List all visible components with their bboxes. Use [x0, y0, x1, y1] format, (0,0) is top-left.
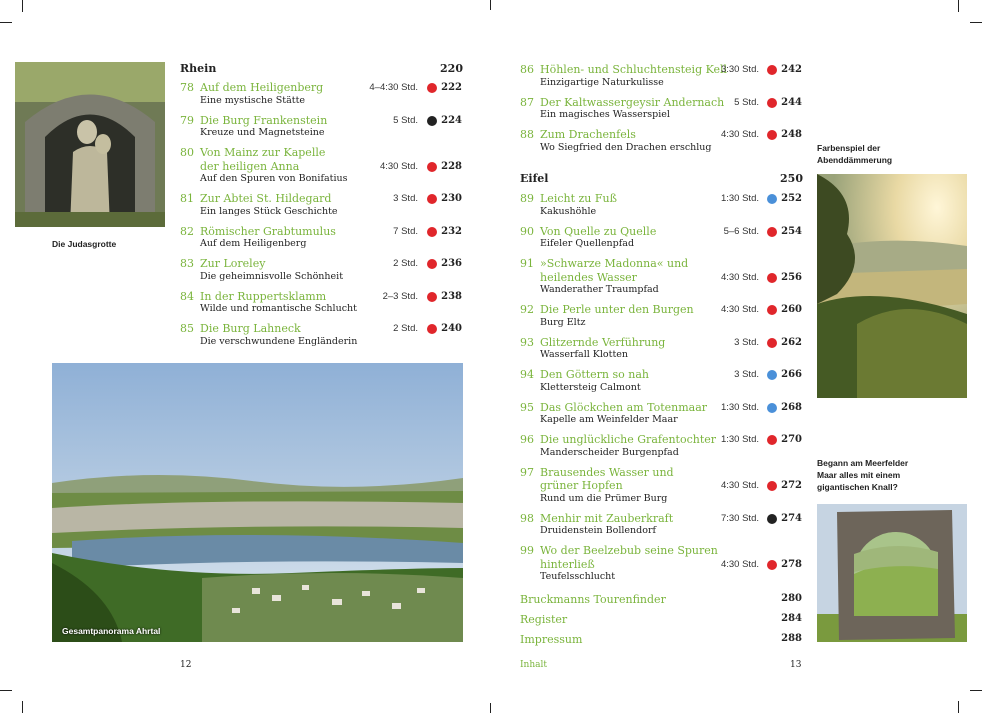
toc-entry[interactable]: [520, 336, 802, 363]
toc-entry[interactable]: [180, 81, 462, 108]
crop-mark: [22, 701, 23, 713]
toc-entry[interactable]: [520, 225, 802, 252]
section-page: 220: [440, 62, 463, 75]
crop-mark: [490, 0, 491, 10]
entry-number: 94: [520, 368, 534, 381]
entry-page: 248: [781, 129, 802, 140]
abenddaemmerung-photo: [817, 174, 967, 398]
page-number-right: 13: [790, 660, 802, 670]
entry-title[interactable]: Leicht zu Fuß: [540, 192, 617, 205]
extra-link[interactable]: [520, 593, 802, 606]
extra-link[interactable]: [520, 613, 802, 626]
extra-label[interactable]: Register: [520, 613, 568, 626]
toc-entry[interactable]: [520, 257, 802, 297]
entry-page: 260: [781, 304, 802, 315]
entry-subtitle: Druidenstein Bollendorf: [540, 525, 657, 536]
toc-entry[interactable]: [520, 63, 802, 90]
entry-page: 230: [441, 193, 462, 204]
entry-number: 78: [180, 81, 194, 94]
entry-subtitle: Eifeler Quellenpfad: [540, 238, 635, 249]
entry-number: 85: [180, 322, 194, 335]
entry-duration: 1:30 Std.: [720, 401, 759, 413]
toc-entry[interactable]: [180, 322, 462, 349]
page-number-left: 12: [180, 660, 192, 670]
entry-duration: 7 Std.: [393, 225, 418, 237]
entry-page: 240: [441, 323, 462, 334]
abenddaemmerung-caption: Farbenspiel der Abenddämmerung: [817, 143, 893, 165]
entry-title[interactable]: Von Quelle zu Quelle: [540, 224, 657, 238]
toc-entry[interactable]: [180, 192, 462, 219]
entry-duration: 4:30 Std.: [720, 304, 759, 315]
entry-duration: 1:30 Std.: [720, 434, 759, 445]
entry-page: 274: [781, 512, 802, 524]
extra-label[interactable]: Impressum: [520, 633, 583, 646]
entry-duration: 4:30 Std.: [720, 480, 759, 491]
entry-page: 252: [781, 193, 802, 204]
entry-subtitle: Wasserfall Klotten: [540, 349, 629, 360]
entry-number: 89: [520, 192, 534, 205]
entry-duration: 3 Std.: [393, 193, 418, 204]
crop-mark: [970, 22, 982, 23]
entry-title[interactable]: Zur Loreley: [200, 257, 266, 270]
entry-duration: 2–3 Std.: [382, 290, 418, 302]
entry-duration: 1:30 Std.: [720, 193, 759, 204]
entry-subtitle: Teufelsschlucht: [540, 571, 616, 582]
entry-duration: 5 Std.: [734, 96, 759, 108]
toc-entry[interactable]: [520, 303, 802, 330]
entry-subtitle: Kreuze und Magnetsteine: [200, 127, 325, 138]
toc-entry[interactable]: [520, 512, 802, 539]
section-title: Rhein: [180, 62, 217, 75]
entry-page: 222: [441, 82, 462, 93]
entry-subtitle: Auf den Spuren von Bonifatius: [200, 173, 348, 184]
entry-subtitle: Kapelle am Weinfelder Maar: [540, 414, 678, 425]
entry-subtitle: Klettersteig Calmont: [540, 381, 641, 393]
entry-title[interactable]: Die Burg Lahneck: [200, 322, 301, 335]
section-page: 250: [780, 172, 803, 185]
crop-mark: [0, 690, 12, 691]
meerfelder-maar-photo: [817, 504, 967, 642]
entry-number: 98: [520, 511, 534, 525]
entry-number: 80: [180, 146, 194, 159]
toc-entry[interactable]: [520, 401, 802, 428]
toc-entry[interactable]: [180, 257, 462, 284]
entry-page: 272: [781, 480, 802, 491]
toc-entry[interactable]: [180, 225, 462, 252]
entry-subtitle: Burg Eltz: [540, 316, 586, 328]
entry-title[interactable]: Brausendes Wasser und grüner Hopfen: [540, 465, 674, 492]
entry-subtitle: Manderscheider Burgenpfad: [540, 446, 679, 458]
toc-entry[interactable]: [520, 96, 802, 123]
entry-subtitle: Auf dem Heiligenberg: [200, 238, 307, 249]
section-head-rhein: [180, 62, 463, 75]
toc-entry[interactable]: [520, 433, 802, 460]
entry-duration: 3:30 Std.: [720, 64, 759, 75]
entry-number: 81: [180, 192, 194, 205]
entry-page: 228: [441, 160, 462, 172]
folio-label: Inhalt: [520, 660, 548, 670]
entry-duration: 2 Std.: [393, 258, 418, 269]
entry-title[interactable]: Höhlen- und Schluchtensteig Kell: [540, 63, 728, 76]
entry-number: 90: [520, 224, 534, 238]
entry-number: 87: [520, 95, 534, 109]
extra-label[interactable]: Bruckmanns Tourenfinder: [520, 593, 666, 606]
entry-title[interactable]: Glitzernde Verführung: [540, 335, 666, 349]
entry-number: 96: [520, 433, 534, 446]
ahrtal-panorama-photo: [52, 363, 463, 642]
entry-page: 236: [441, 258, 462, 269]
entry-page: 242: [781, 64, 802, 75]
entry-number: 93: [520, 335, 534, 349]
entry-title[interactable]: Wo der Beelzebub seine Spuren hinterließ: [540, 544, 718, 571]
entry-duration: 4:30 Std.: [720, 271, 759, 283]
entry-duration: 5–6 Std.: [723, 225, 759, 237]
toc-entry[interactable]: [520, 466, 802, 506]
entry-page: 262: [781, 336, 802, 348]
entry-number: 79: [180, 113, 194, 127]
entry-subtitle: Wo Siegfried den Drachen erschlug: [540, 141, 712, 153]
entry-page: 266: [781, 369, 802, 380]
toc-entry[interactable]: [520, 192, 802, 219]
entry-number: 86: [520, 63, 534, 76]
entry-duration: 4–4:30 Std.: [369, 82, 418, 93]
entry-duration: 5 Std.: [393, 114, 418, 126]
entry-title[interactable]: Menhir mit Zauberkraft: [540, 511, 674, 525]
entry-subtitle: Ein magisches Wasserspiel: [540, 109, 670, 120]
entry-title[interactable]: Die Perle unter den Burgen: [540, 303, 694, 316]
entry-title[interactable]: Den Göttern so nah: [540, 368, 650, 381]
entry-title[interactable]: Zur Abtei St. Hildegard: [200, 192, 332, 205]
entry-number: 84: [180, 289, 194, 303]
toc-entry[interactable]: [520, 368, 802, 395]
section-title: Eifel: [520, 172, 549, 185]
entry-title[interactable]: Die Burg Frankenstein: [200, 113, 328, 127]
entry-title[interactable]: Auf dem Heiligenberg: [200, 81, 324, 94]
entry-number: 97: [520, 465, 534, 479]
entry-duration: 3 Std.: [734, 336, 759, 348]
crop-mark: [22, 0, 23, 12]
entry-title[interactable]: Der Kaltwassergeysir Andernach: [540, 95, 725, 109]
extra-page: 288: [781, 633, 802, 644]
entry-page: 244: [781, 96, 802, 108]
entry-title[interactable]: Das Glöckchen am Totenmaar: [540, 400, 708, 414]
entry-subtitle: Rund um die Prümer Burg: [540, 492, 668, 504]
toc-entry[interactable]: [520, 544, 802, 584]
entry-page: 256: [781, 271, 802, 283]
entry-title[interactable]: In der Ruppertsklamm: [200, 289, 327, 303]
entry-page: 232: [441, 225, 462, 237]
toc-entry[interactable]: [180, 114, 462, 141]
entry-subtitle: Ein langes Stück Geschichte: [200, 205, 338, 217]
judasgrotte-caption: Die Judasgrotte: [52, 239, 117, 249]
entry-number: 91: [520, 257, 534, 270]
section-head-eifel: [520, 172, 803, 185]
crop-mark: [958, 701, 959, 713]
toc-entry[interactable]: [180, 146, 462, 186]
entry-duration: 4:30 Std.: [720, 558, 759, 570]
crop-mark: [970, 690, 982, 691]
extra-page: 280: [781, 593, 802, 604]
entry-subtitle: Wanderather Traumpfad: [540, 284, 659, 295]
entry-duration: 2 Std.: [393, 323, 418, 334]
extra-page: 284: [781, 613, 802, 624]
entry-duration: 4:30 Std.: [720, 129, 759, 140]
crop-mark: [490, 703, 491, 713]
entry-number: 99: [520, 544, 534, 557]
entry-duration: 3 Std.: [734, 369, 759, 380]
entry-page: 238: [441, 290, 462, 302]
crop-mark: [0, 22, 12, 23]
entry-title[interactable]: Zum Drachenfels: [540, 128, 636, 141]
entry-number: 82: [180, 224, 194, 238]
entry-page: 278: [781, 558, 802, 570]
meerfelder-maar-caption: Begann am Meerfelder Maar alles mit einem gigantischen Knall?: [817, 458, 909, 492]
entry-title[interactable]: »Schwarze Madonna« und heilendes Wasser: [540, 257, 689, 284]
crop-mark: [958, 0, 959, 12]
entry-subtitle: Wilde und romantische Schlucht: [200, 303, 357, 314]
toc-entry[interactable]: [180, 290, 462, 317]
entry-page: 254: [781, 225, 802, 237]
entry-subtitle: Eine mystische Stätte: [200, 94, 306, 106]
entry-title[interactable]: Von Mainz zur Kapelle der heiligen Anna: [200, 146, 326, 173]
entry-page: 224: [441, 114, 462, 126]
entry-subtitle: Einzigartige Naturkulisse: [540, 76, 664, 88]
extra-link[interactable]: [520, 633, 802, 646]
entry-subtitle: Die verschwundene Engländerin: [200, 335, 358, 347]
entry-number: 88: [520, 128, 534, 141]
toc-entry[interactable]: [520, 128, 802, 155]
entry-number: 83: [180, 257, 194, 270]
entry-number: 92: [520, 303, 534, 316]
entry-page: 270: [781, 434, 802, 445]
entry-title[interactable]: Römischer Grabtumulus: [200, 224, 336, 238]
entry-duration: 4:30 Std.: [379, 160, 418, 172]
entry-number: 95: [520, 400, 534, 414]
judasgrotte-photo: [15, 62, 165, 227]
entry-title[interactable]: Die unglückliche Grafentochter: [540, 433, 717, 446]
entry-subtitle: Die geheimnisvolle Schönheit: [200, 270, 344, 282]
ahrtal-caption: Gesamtpanorama Ahrtal: [62, 626, 161, 636]
entry-page: 268: [781, 401, 802, 413]
entry-subtitle: Kakushöhle: [540, 205, 597, 217]
entry-duration: 7:30 Std.: [720, 512, 759, 524]
